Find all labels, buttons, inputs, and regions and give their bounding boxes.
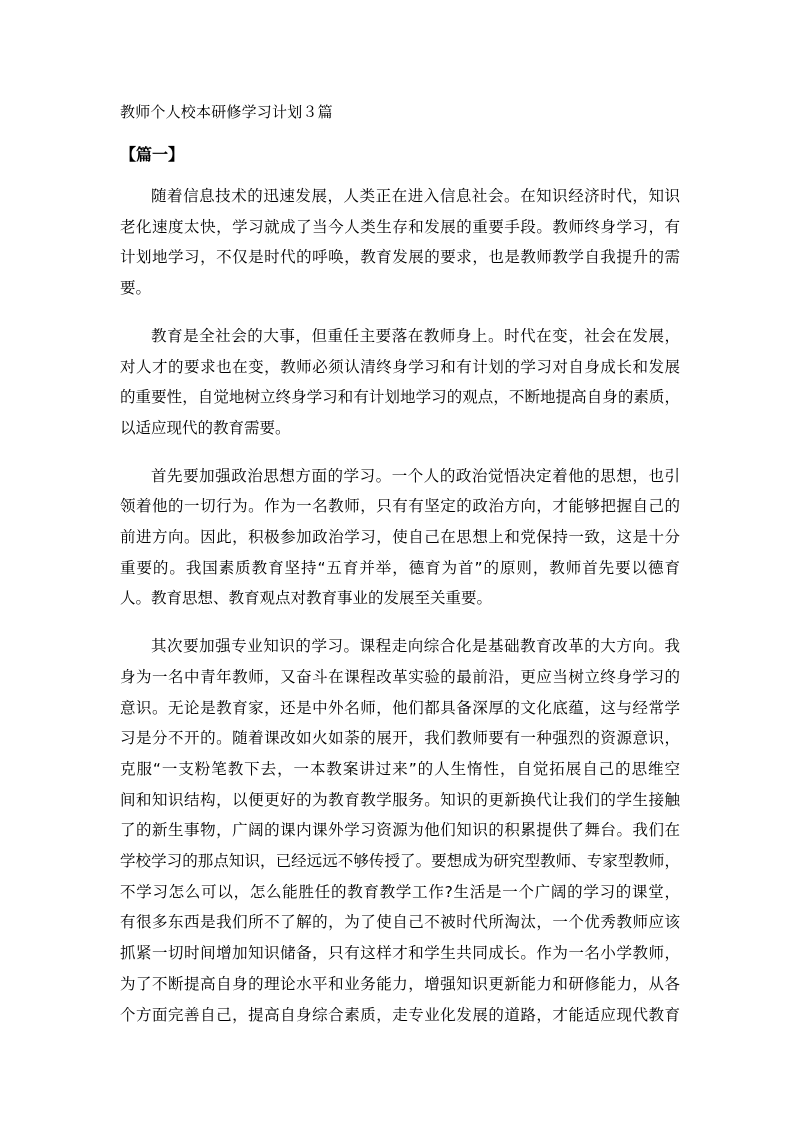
paragraph-line: 的重要性，自觉地树立终身学习和有计划地学习的观点，不断地提高自身的素质， bbox=[120, 388, 680, 407]
paragraph-line: 要。 bbox=[120, 279, 152, 298]
paragraph-line: 不学习怎么可以，怎么能胜任的教育教学工作?生活是一个广阔的学习的课堂， bbox=[120, 882, 680, 901]
paragraph-line: 领着他的一切行为。作为一名教师，只有有坚定的政治方向，才能够把握自己的 bbox=[120, 497, 680, 516]
document-title: 教师个人校本研修学习计划３篇 bbox=[120, 103, 333, 121]
paragraph-line: 为了不断提高自身的理论水平和业务能力，增强知识更新能力和研修能力，从各 bbox=[120, 974, 680, 993]
paragraph-line: 习是分不开的。随着课改如火如荼的展开，我们教师要有一种强烈的资源意识， bbox=[120, 729, 680, 748]
paragraph bbox=[120, 461, 680, 615]
paragraph-line: 以适应现代的教育需要。 bbox=[120, 418, 291, 437]
paragraph-line: 学校学习的那点知识，已经远远不够传授了。要想成为研究型教师、专家型教师， bbox=[120, 852, 680, 871]
paragraph-line: 计划地学习，不仅是时代的呼唤，教育发展的要求，也是教师教学自我提升的需 bbox=[120, 248, 680, 267]
paragraph-line: 前进方向。因此，积极参加政治学习，使自己在思想上和党保持一致，这是十分 bbox=[120, 528, 680, 547]
paragraph-line: 教育是全社会的大事，但重任主要落在教师身上。时代在变，社会在发展， bbox=[151, 326, 680, 345]
paragraph bbox=[120, 181, 680, 304]
paragraph-line: 个方面完善自己，提高自身综合素质，走专业化发展的道路，才能适应现代教育 bbox=[120, 1005, 680, 1024]
paragraph bbox=[120, 631, 680, 1030]
paragraph-line: 首先要加强政治思想方面的学习。一个人的政治觉悟决定着他的思想，也引 bbox=[151, 466, 680, 485]
paragraph-line: 对人才的要求也在变，教师必须认清终身学习和有计划的学习对自身成长和发展 bbox=[120, 357, 680, 376]
paragraph bbox=[120, 321, 680, 444]
section-heading: 【篇一】 bbox=[120, 145, 185, 164]
paragraph-line: 有很多东西是我们所不了解的，为了使自己不被时代所淘汰，一个优秀教师应该 bbox=[120, 913, 680, 932]
paragraph-line: 随着信息技术的迅速发展，人类正在进入信息社会。在知识经济时代，知识 bbox=[151, 187, 680, 205]
paragraph-line: 人。教育思想、教育观点对教育事业的发展至关重要。 bbox=[120, 589, 493, 608]
body-text bbox=[120, 181, 680, 1047]
paragraph-line: 克服“一支粉笔教下去，一本教案讲过来”的人生惰性，自觉拓展自己的思维空 bbox=[120, 759, 680, 778]
paragraph-line: 身为一名中青年教师，又奋斗在课程改革实验的最前沿，更应当树立终身学习的 bbox=[120, 667, 680, 686]
paragraph-line: 老化速度太快，学习就成了当今人类生存和发展的重要手段。教师终身学习，有 bbox=[120, 217, 680, 236]
paragraph-line: 了的新生事物，广阔的课内课外学习资源为他们知识的积累提供了舞台。我们在 bbox=[120, 821, 680, 840]
paragraph-line: 抓紧一切时间增加知识储备，只有这样才和学生共同成长。作为一名小学教师， bbox=[120, 944, 680, 963]
paragraph-line: 意识。无论是教育家，还是中外名师，他们都具备深厚的文化底蕴，这与经常学 bbox=[120, 698, 680, 717]
paragraph-line: 重要的。我国素质教育坚持“五育并举，德育为首”的原则，教师首先要以德育 bbox=[120, 558, 680, 577]
paragraph-line: 其次要加强专业知识的学习。课程走向综合化是基础教育改革的大方向。我 bbox=[151, 637, 680, 656]
paragraph-line: 间和知识结构，以便更好的为教育教学服务。知识的更新换代让我们的学生接触 bbox=[120, 790, 680, 809]
